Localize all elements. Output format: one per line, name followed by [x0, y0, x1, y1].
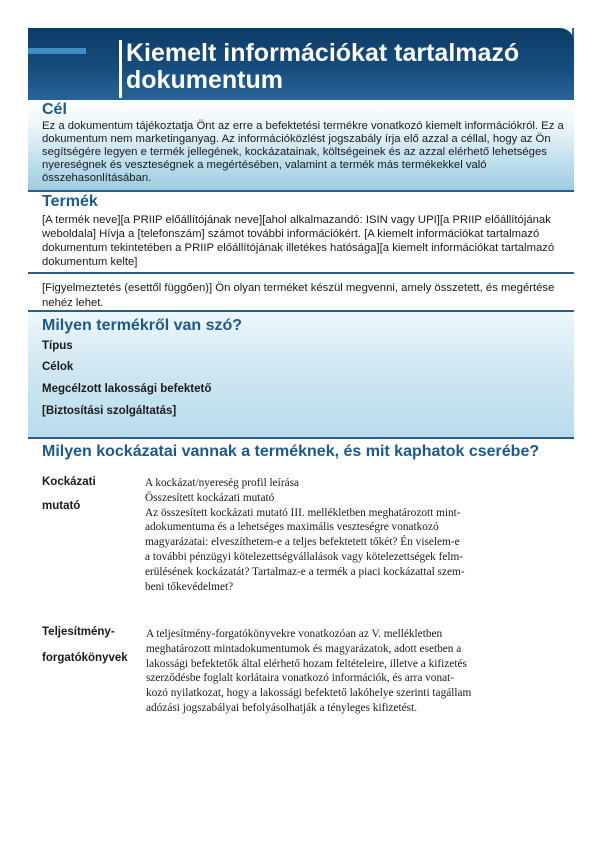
- risk-indicator-line: beni tőkevédelmet?: [145, 580, 234, 593]
- section-termek: [28, 192, 574, 274]
- termek-heading: Termék: [42, 193, 98, 210]
- scenario-line: szerződésbe foglalt korlátaira vonatkozó információk, és arra vonat-: [146, 672, 455, 685]
- scenario-text: [146, 627, 471, 716]
- section-cel: [28, 100, 574, 192]
- milyen-item-befekteto: Megcélzott lakossági befektető: [42, 383, 212, 395]
- scenario-label-line2: forgatókönyvek: [42, 652, 128, 664]
- cel-heading: Cél: [42, 101, 67, 118]
- section-risks: [28, 439, 574, 823]
- risk-indicator-label-line1: Kockázati: [42, 476, 96, 488]
- risk-indicator-line: Összesített kockázati mutató: [145, 491, 275, 504]
- header-accent-bar: [28, 48, 86, 54]
- scenario-line: A teljesítmény-forgatókönyvekre vonatkozóan az V. mellékletben: [146, 628, 443, 640]
- document-title: Kiemelt információkat tartalmazó dokumentum: [126, 39, 520, 94]
- milyen-heading: Milyen termékről van szó?: [42, 317, 243, 334]
- risk-indicator-label-line2: mutató: [42, 500, 81, 512]
- scenario-line: kozó nyilatkozat, hogy a lakossági befektető lakóhelye szerinti tagállam: [146, 687, 472, 700]
- milyen-item-tipus: Típus: [42, 340, 73, 352]
- warning-text: [Figyelmeztetés (esettől függően)] Ön olyan terméket készül megvenni, amely összetett, és megértése nehéz lehet.: [42, 282, 555, 309]
- risk-indicator-line: Az összesített kockázati mutató III. mellékletben meghatározott mint-: [145, 506, 461, 519]
- document-header: [28, 28, 574, 100]
- scenario-line: adózási jogszabályai befolyásolhatják a tényleges kifizetést.: [146, 701, 418, 714]
- section-warning: [28, 274, 574, 312]
- scenario-line: meghatározott mintadokumentumok és magyarázatok, adott esetben a: [146, 642, 462, 655]
- header-divider: [119, 40, 122, 98]
- section-milyen-termek: [28, 312, 574, 439]
- risk-indicator-line: A kockázat/nyereség profil leírása: [145, 477, 300, 489]
- milyen-item-celok: Célok: [42, 361, 74, 373]
- risk-indicator-line: erülésének kockázatát? Tartalmaz-e a termék a piaci kockázattal szem-: [145, 565, 465, 578]
- risk-indicator-text: [145, 476, 465, 594]
- scenario-line: lakossági befektetők által elérhető hozam feltételeire, illetve a kifizetés: [146, 657, 467, 670]
- risk-indicator-line: adokumentuma és a lehetséges maximális veszteségre vonatkozó: [145, 521, 439, 534]
- cel-text: Ez a dokumentum tájékoztatja Önt az erre a befektetési termékre vonatkozó kiemelt információkról. Ez a dokumentum nem marketinganyag. Az információközlést jogszabály írja elő azzal a céllal, hogy az Ön segítségére legyen e termék jellegének, kockázatainak, költségeinek és az azzal elérhető lehetséges nyereségnek és veszteségnek a megértésében, valamint a termék más termékekkel való összehasonlításában.: [42, 120, 564, 184]
- milyen-item-biztositas: [Biztosítási szolgáltatás]: [42, 405, 177, 417]
- scenario-label-line1: Teljesítmény-: [42, 626, 115, 638]
- risk-indicator-line: magyarázatai: elveszíthetem-e a teljes befektetett tőkét? Én viselem-e: [145, 536, 460, 549]
- risk-heading: Milyen kockázatai vannak a terméknek, és mit kaphatok cserébe?: [42, 443, 540, 460]
- risk-indicator-line: a további pénzügyi kötelezettségvállalások vagy kötelezettségek felm-: [145, 550, 464, 563]
- termek-text: [A termék neve][a PRIIP előállítójának neve][ahol alkalmazandó: ISIN vagy UPI][a PRIIP előállítójának weboldala] Hívja a [telefonszám] számot további információkért. [A kiemelt információkat tartalmazó dokumentum tekintetében a PRIIP előállítójának illetékes hatósága][a kiemelt információkat tartalmazó dokumentum kelte]: [42, 214, 555, 268]
